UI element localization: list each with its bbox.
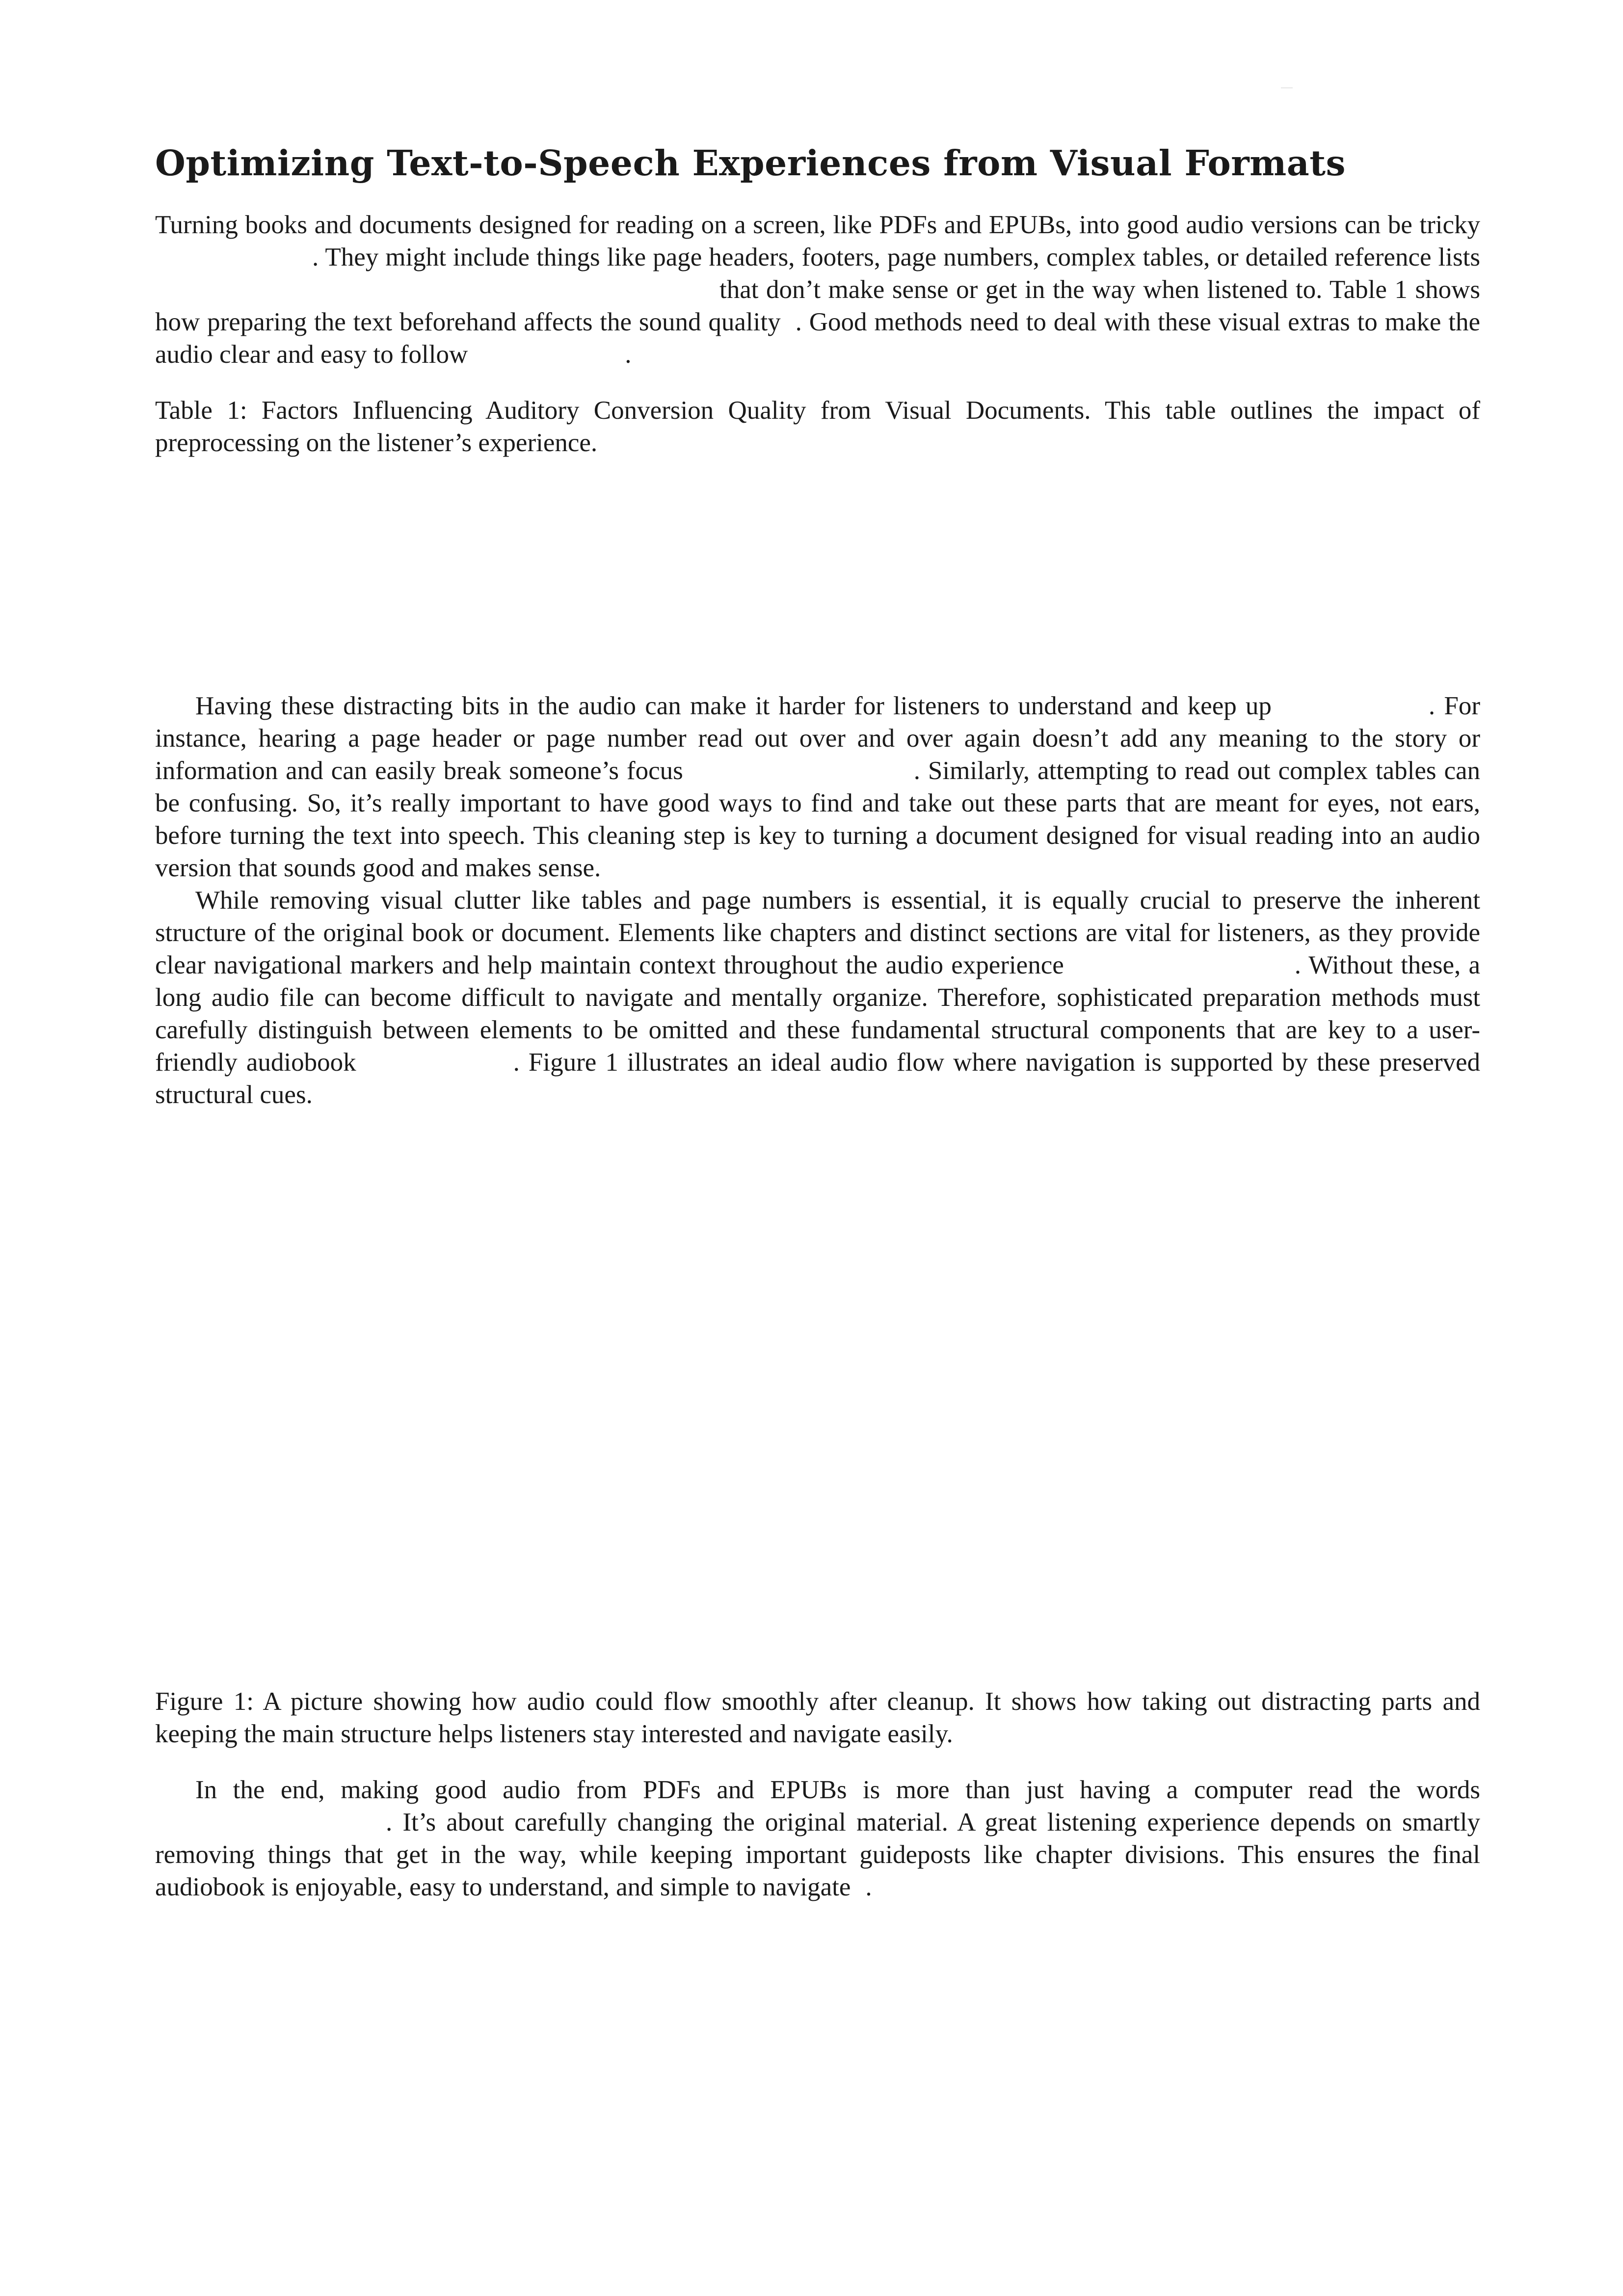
para2-text-2: . For instance, hearing a page header or page number read out over and over again doesn’t add any meaning to the story or information and can easily break someone’s focus xyxy=(155,692,1480,785)
paragraph-conclusion xyxy=(155,1774,1480,1903)
citation-gap xyxy=(155,265,312,266)
citation-gap xyxy=(155,297,719,298)
citation-gap xyxy=(356,1070,513,1071)
para4-text-3: . xyxy=(865,1873,872,1902)
paragraph-distractions xyxy=(155,690,1480,884)
paragraph-structure xyxy=(155,884,1480,1111)
corner-mark xyxy=(1281,87,1293,88)
page-content xyxy=(155,142,1480,1903)
para3-text-1: While removing visual clutter like tables and page numbers is essential, it is equally crucial to preserve the inherent structure of the original book or document. Elements like chapters and distinct sections are vital for listeners, as they provide clear navigational markers and help maintain context throughout the audio experience xyxy=(155,886,1480,980)
table-caption: Table 1: Factors Influencing Auditory Conversion Quality from Visual Documents. This table outlines the impact of preprocessing on the listener’s experience. xyxy=(155,396,1480,458)
figure-caption: Figure 1: A picture showing how audio could flow smoothly after cleanup. It shows how taking out distracting parts and keeping the main structure helps listeners stay interested and navigate easily. xyxy=(155,1687,1480,1749)
intro-text-4: . Good methods need to deal with these visual extras to make the audio clear and easy to follow xyxy=(155,308,1480,369)
para3-text-3: . Figure 1 illustrates an ideal audio flow where navigation is supported by these preserved structural cues. xyxy=(155,1048,1480,1109)
intro-paragraph xyxy=(155,209,1480,371)
figure-placeholder xyxy=(155,1111,1480,1685)
page-title: Optimizing Text-to-Speech Experiences from Visual Formats xyxy=(155,142,1346,184)
para4-text-1: In the end, making good audio from PDFs and EPUBs is more than just having a computer read the words xyxy=(195,1776,1480,1805)
intro-text-1: Turning books and documents designed for reading on a screen, like PDFs and EPUBs, into good audio versions can be tricky xyxy=(155,211,1480,240)
citation-gap xyxy=(468,362,625,363)
citation-gap xyxy=(155,1830,386,1831)
intro-text-2: . They might include things like page headers, footers, page numbers, complex tables, or detailed reference lists xyxy=(312,243,1480,272)
para4-text-2: . It’s about carefully changing the original material. A great listening experience depends on smartly removing things that get in the way, while keeping important guideposts like chapter divisions. This ensures the final audiobook is enjoyable, easy to understand, and simple to navigate xyxy=(155,1808,1480,1902)
intro-text-5: . xyxy=(625,340,632,369)
intro-text-3: that don’t make sense or get in the way when listened to. Table 1 shows how preparing the text beforehand affects the sound quality xyxy=(155,275,1480,337)
para2-text-1: Having these distracting bits in the audio can make it harder for listeners to understand and keep up xyxy=(195,692,1272,721)
para3-text-2: . Without these, a long audio file can become difficult to navigate and mentally organize. Therefore, sophisticated preparation methods must carefully distinguish between elements to be omitted and these fundamental structural components that are key to a user-friendly audiobook xyxy=(155,951,1480,1077)
para2-text-3: . Similarly, attempting to read out complex tables can be confusing. So, it’s really important to have good ways to find and take out these parts that are meant for eyes, not ears, before turning the text into speech. This cleaning step is key to turning a document designed for visual reading into an audio version that sounds good and makes sense. xyxy=(155,756,1481,883)
table-placeholder xyxy=(155,459,1480,690)
